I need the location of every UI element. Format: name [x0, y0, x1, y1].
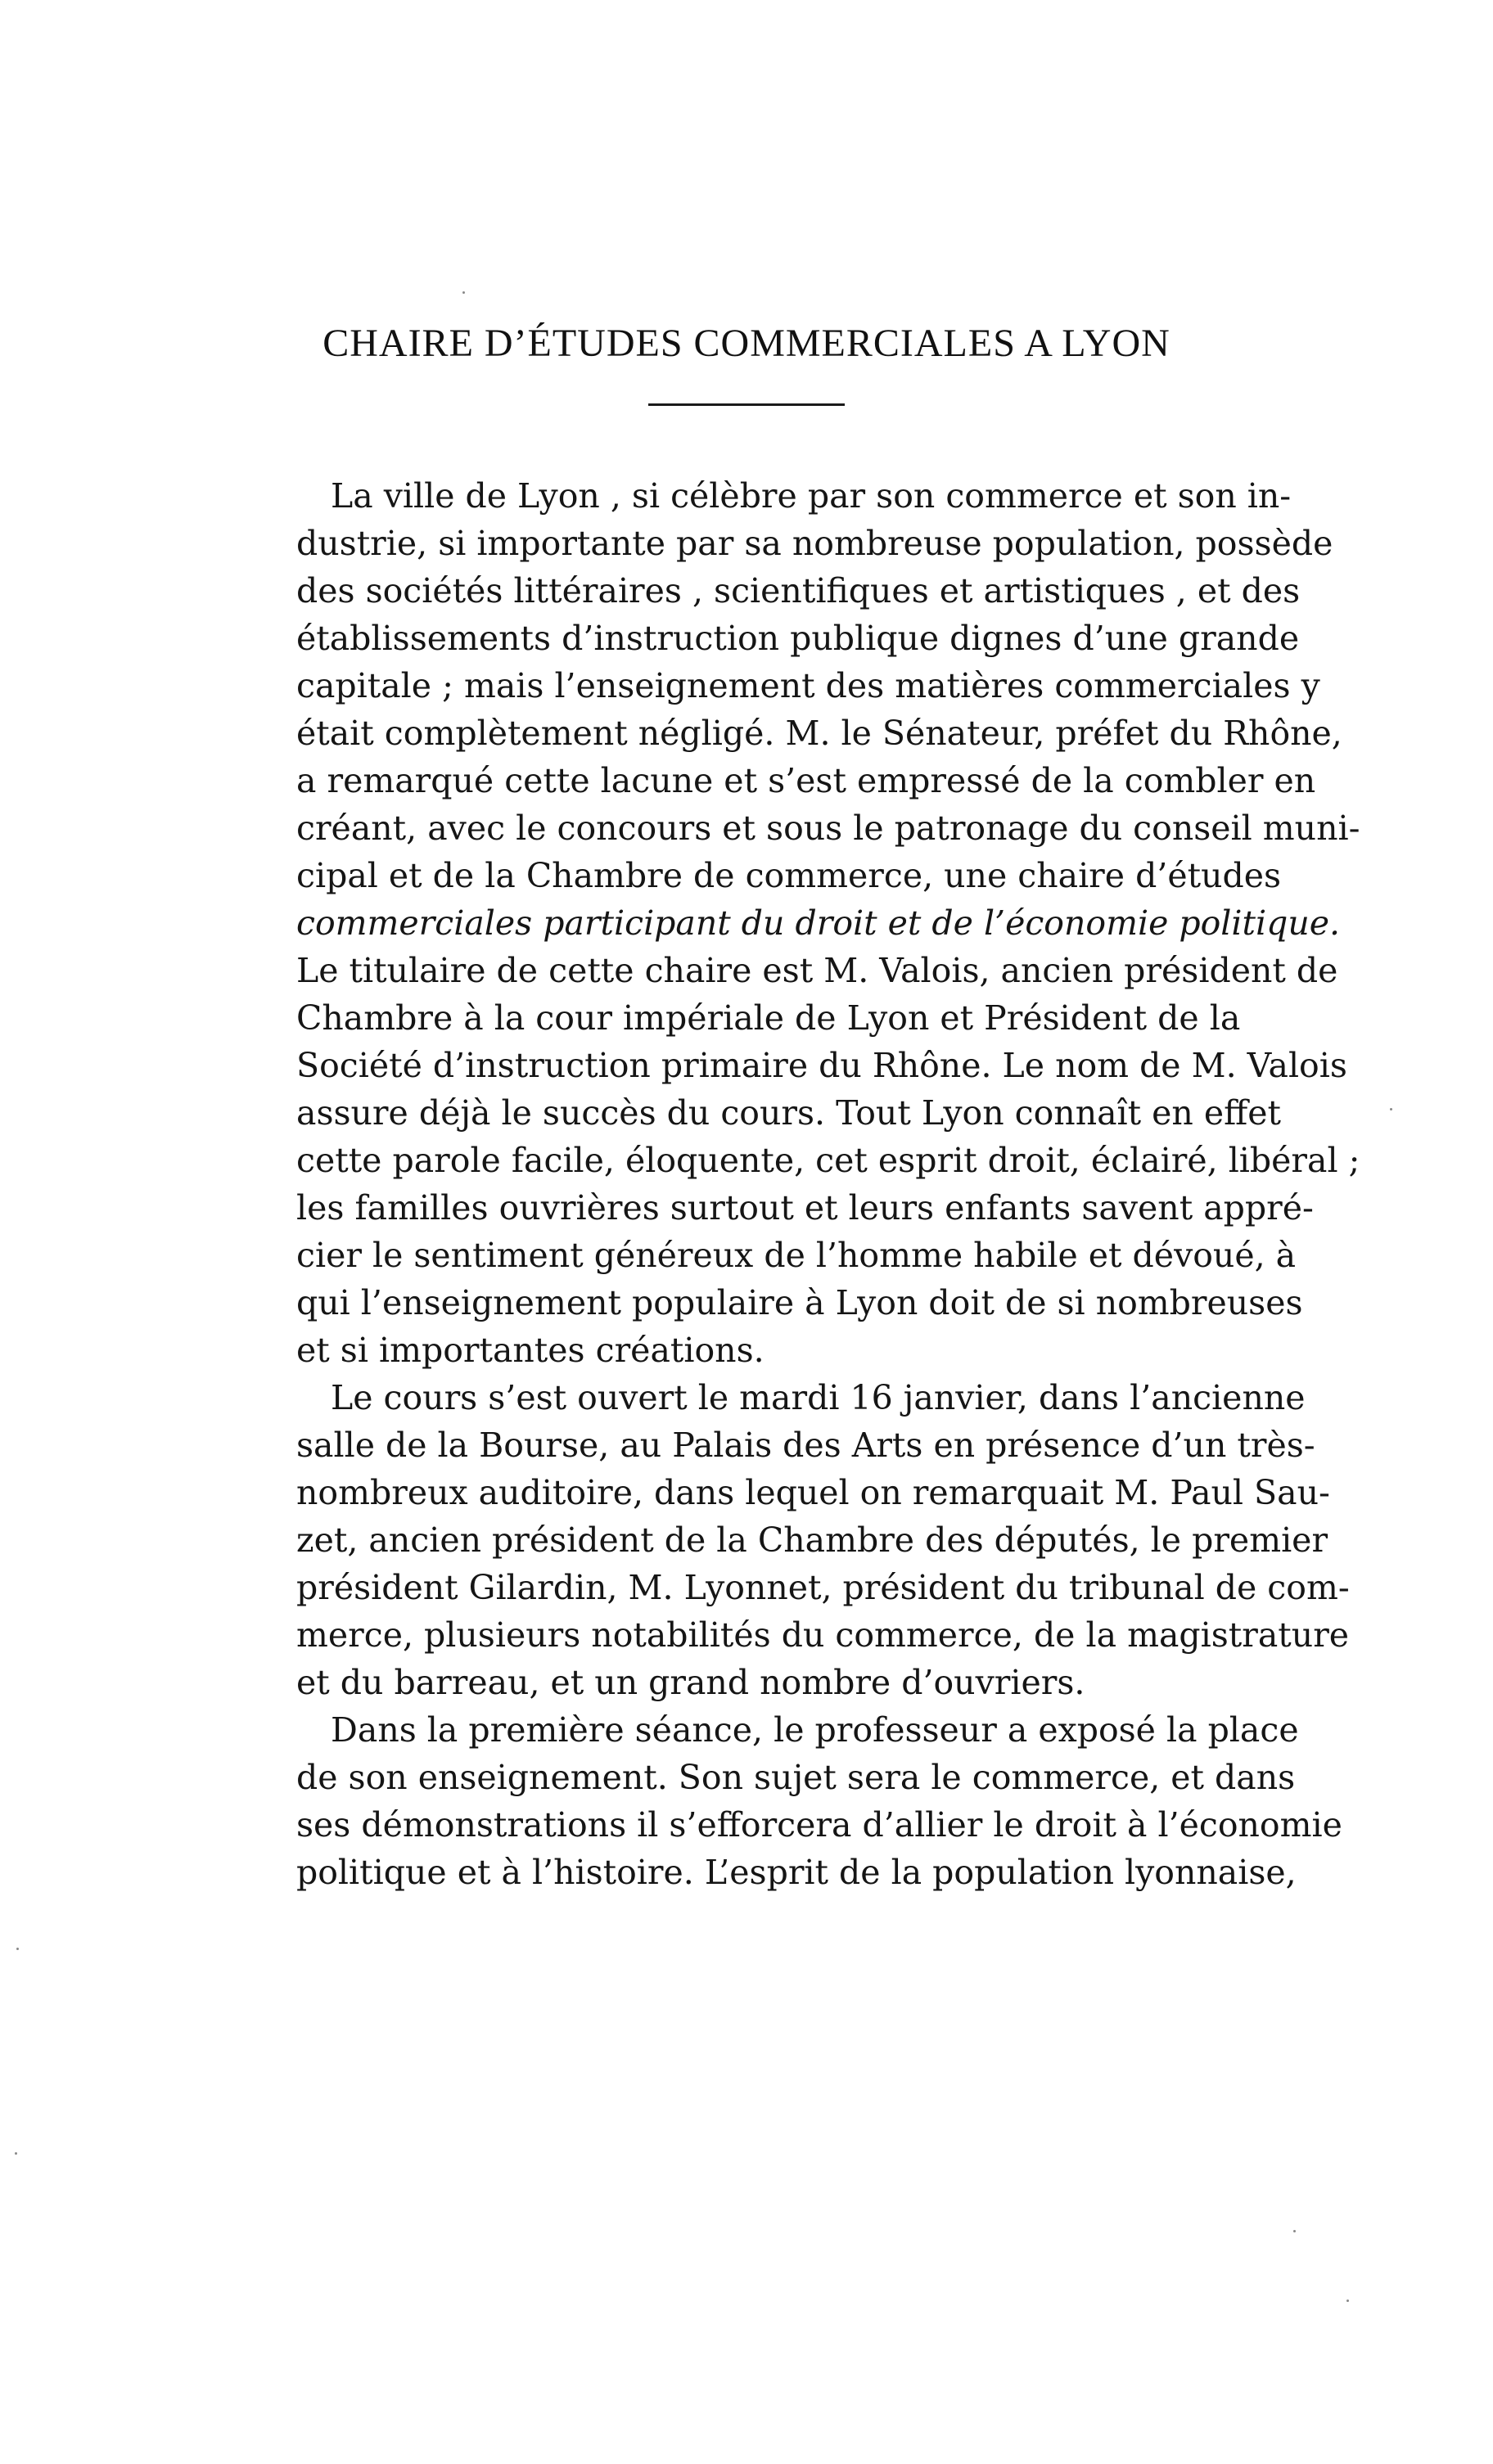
text-line: et du barreau, et un grand nombre d’ouvriers.	[296, 1663, 1085, 1702]
text-line: Société d’instruction primaire du Rhône. Le nom de M. Valois	[296, 1046, 1347, 1085]
text-line: Le titulaire de cette chaire est M. Valois, ancien président de	[296, 951, 1338, 990]
text-line: dustrie, si importante par sa nombreuse population, possède	[296, 524, 1333, 563]
paragraph	[296, 472, 1360, 1374]
text-line: salle de la Bourse, au Palais des Arts en présence d’un très-	[296, 1426, 1315, 1465]
text-line: président Gilardin, M. Lyonnet, président du tribunal de com-	[296, 1568, 1350, 1607]
text-line: capitale ; mais l’enseignement des matières commerciales y	[296, 666, 1320, 705]
scan-speck	[1390, 1108, 1392, 1110]
text-line: Chambre à la cour impériale de Lyon et Président de la	[296, 998, 1241, 1038]
paragraph	[296, 1706, 1342, 1896]
title-rule	[648, 403, 845, 406]
text-line: merce, plusieurs notabilités du commerce, de la magistrature	[296, 1615, 1350, 1655]
text-line: ses démonstrations il s’efforcera d’allier le droit à l’économie	[296, 1805, 1342, 1845]
text-line: cipal et de la Chambre de commerce, une chaire d’études	[296, 856, 1282, 895]
text-line: nombreux auditoire, dans lequel on remarquait M. Paul Sau-	[296, 1473, 1330, 1512]
text-line: politique et à l’histoire. L’esprit de la population lyonnaise,	[296, 1853, 1297, 1892]
scan-speck	[1293, 2230, 1296, 2232]
text-line: de son enseignement. Son sujet sera le commerce, et dans	[296, 1758, 1296, 1797]
text-line: et si importantes créations.	[296, 1331, 765, 1370]
text-line: cier le sentiment généreux de l’homme habile et dévoué, à	[296, 1236, 1297, 1275]
scan-speck	[1346, 2300, 1349, 2302]
text-line: La ville de Lyon , si célèbre par son commerce et son in-	[331, 476, 1292, 516]
text-line: les familles ouvrières surtout et leurs enfants savent appré-	[296, 1188, 1314, 1227]
scan-speck	[16, 1948, 19, 1950]
text-line: Dans la première séance, le professeur a exposé la place	[331, 1710, 1299, 1750]
text-line: zet, ancien président de la Chambre des députés, le premier	[296, 1520, 1328, 1560]
text-line: des sociétés littéraires , scientifiques et artistiques , et des	[296, 571, 1301, 610]
text-line: qui l’enseignement populaire à Lyon doit de si nombreuses	[296, 1283, 1303, 1322]
body-text	[296, 472, 1360, 1896]
text-line: assure déjà le succès du cours. Tout Lyon connaît en effet	[296, 1093, 1281, 1133]
text-line: a remarqué cette lacune et s’est empressé de la combler en	[296, 761, 1316, 800]
text-line: était complètement négligé. M. le Sénateur, préfet du Rhône,	[296, 714, 1342, 753]
page-title: CHAIRE D’ÉTUDES COMMERCIALES A LYON	[323, 322, 1170, 365]
text-line: cette parole facile, éloquente, cet esprit droit, éclairé, libéral ;	[296, 1141, 1360, 1180]
text-line: créant, avec le concours et sous le patronage du conseil muni-	[296, 809, 1360, 848]
scan-speck	[462, 291, 465, 294]
text-line: commerciales participant du droit et de l’économie politique.	[296, 903, 1341, 943]
text-line: Le cours s’est ouvert le mardi 16 janvier, dans l’ancienne	[331, 1378, 1306, 1417]
paragraph	[296, 1374, 1350, 1706]
text-line: établissements d’instruction publique dignes d’une grande	[296, 619, 1300, 658]
scan-speck	[15, 2152, 17, 2155]
